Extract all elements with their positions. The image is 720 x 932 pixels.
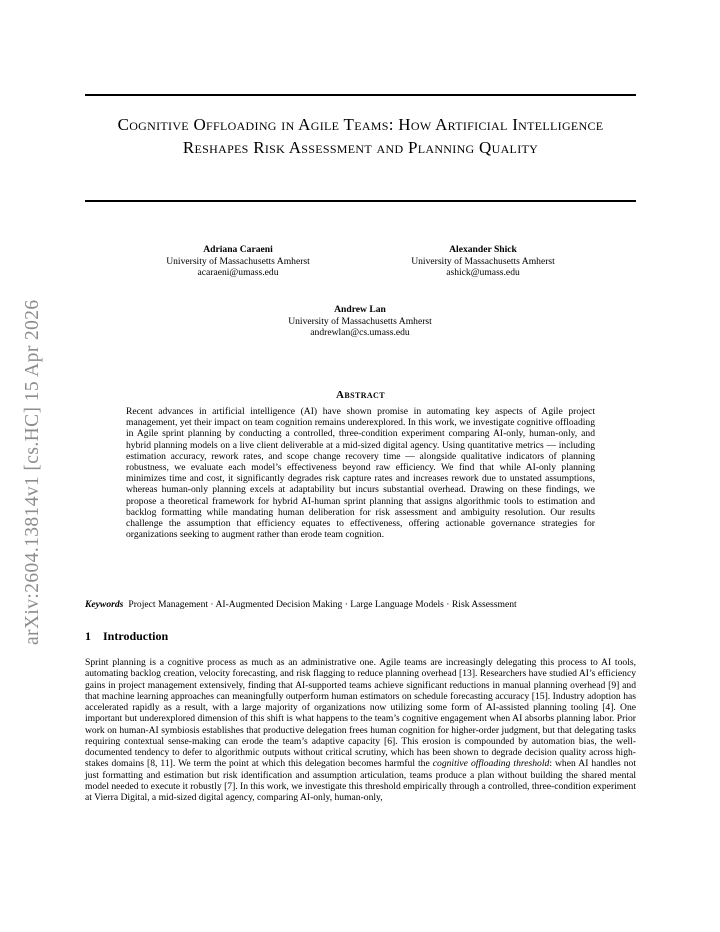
author-email: ashick@umass.edu [446, 267, 520, 278]
title-rule-bottom [85, 200, 636, 202]
intro-text-part: Sprint planning is a cognitive process as much as an administrative one. Agile teams are increasingly delegating this process to AI tools, automating backlog creation, velocity forecasting, and risk flagging to reduce planning overhead [13]. Researchers have studied AI’s efficiency gains in project management extensively, finding that AI-supported teams achieve significant reductions in manual planning overhead [9] and that machine learning approaches can meaningfully outperform human estimators on schedule forecasting accuracy [15]. Industry adoption has accelerated rapidly as a result, with a large majority of organizations now utilizing some form of AI-assisted planning tooling [4]. One important but underexplored dimension of this shift is what happens to the team’s cognitive engagement when AI absorbs planning labor. Prior work on human-AI symbiosis establishes that productive delegation frees human cognition for higher-order judgment, but that delegating tasks requiring contextual sense-making can erode the team’s adaptive capacity [6]. This erosion is compounded by automation bias, the well-documented tendency to defer to algorithmic outputs without critical scrutiny, which has been shown to degrade decision quality across high-stakes domains [8, 11]. We term the point at which this delegation becomes harmful the [85, 657, 636, 770]
abstract-text: Recent advances in artificial intelligence (AI) have shown promise in automating key aspects of Agile project management, yet their impact on team cognition remains underexplored. In this work, we investigate cognitive offloading in Agile sprint planning by conducting a controlled, three-condition experiment comparing AI-only, human-only, and hybrid planning models on a live client deliverable at a mid-sized digital agency. Using quantitative metrics — including estimation accuracy, rework rates, and scope change recovery time — alongside qualitative indicators of planning robustness, we evaluate each model’s effectiveness beyond raw efficiency. We find that while AI-only planning minimizes time and cost, it significantly degrades risk capture rates and increases rework due to unstated assumptions, whereas human-only planning excels at adaptability but incurs substantial overhead. Drawing on these findings, we propose a theoretical framework for hybrid AI-human sprint planning that assigns algorithmic tools to estimation and backlog formatting while mandating human deliberation for risk assessment and ambiguity resolution. Our results challenge the assumption that efficiency equates to effectiveness, offering actionable governance strategies for organizations seeking to augment rather than erode team cognition. [126, 406, 595, 541]
author-name: Alexander Shick [449, 244, 517, 255]
section-heading [85, 629, 168, 644]
section-number: 1 [85, 629, 91, 643]
keywords-text: Project Management · AI-Augmented Decision Making · Large Language Models · Risk Assessment [128, 599, 517, 610]
author-name: Adriana Caraeni [203, 244, 273, 255]
intro-text-part: : when AI handles not just formatting and estimation but risk identification and assumption articulation, teams produce a plan without building the shared mental model needed to execute it robustly [7]. In this work, we investigate this threshold empirically through a controlled, three-condition experiment at Vierra Digital, a mid-sized digital agency, comparing AI-only, human-only, [85, 758, 637, 803]
introduction-paragraph [85, 657, 636, 803]
paper-title: Cognitive Offloading in Agile Teams: How Artificial Intelligence Reshapes Risk Assessment and Planning Quality [117, 115, 604, 157]
author-block [378, 244, 588, 279]
author-name: Andrew Lan [334, 304, 386, 315]
keywords-line [85, 599, 645, 611]
author-affiliation: University of Massachusetts Amherst [411, 255, 555, 267]
author-affiliation: University of Massachusetts Amherst [288, 315, 432, 327]
arxiv-identifier: arXiv:2604.13814v1 [cs.HC] 15 Apr 2026 [22, 299, 43, 645]
title-rule-top [85, 94, 636, 96]
section-title: Introduction [103, 629, 169, 643]
author-email: andrewlan@cs.umass.edu [310, 327, 410, 338]
author-email: acaraeni@umass.edu [197, 267, 279, 278]
keywords-label: Keywords [85, 599, 124, 610]
author-block [255, 304, 465, 339]
emphasized-term: cognitive offloading threshold [432, 758, 550, 770]
author-affiliation: University of Massachusetts Amherst [166, 255, 310, 267]
author-block [133, 244, 343, 279]
abstract-heading: Abstract [336, 389, 385, 401]
